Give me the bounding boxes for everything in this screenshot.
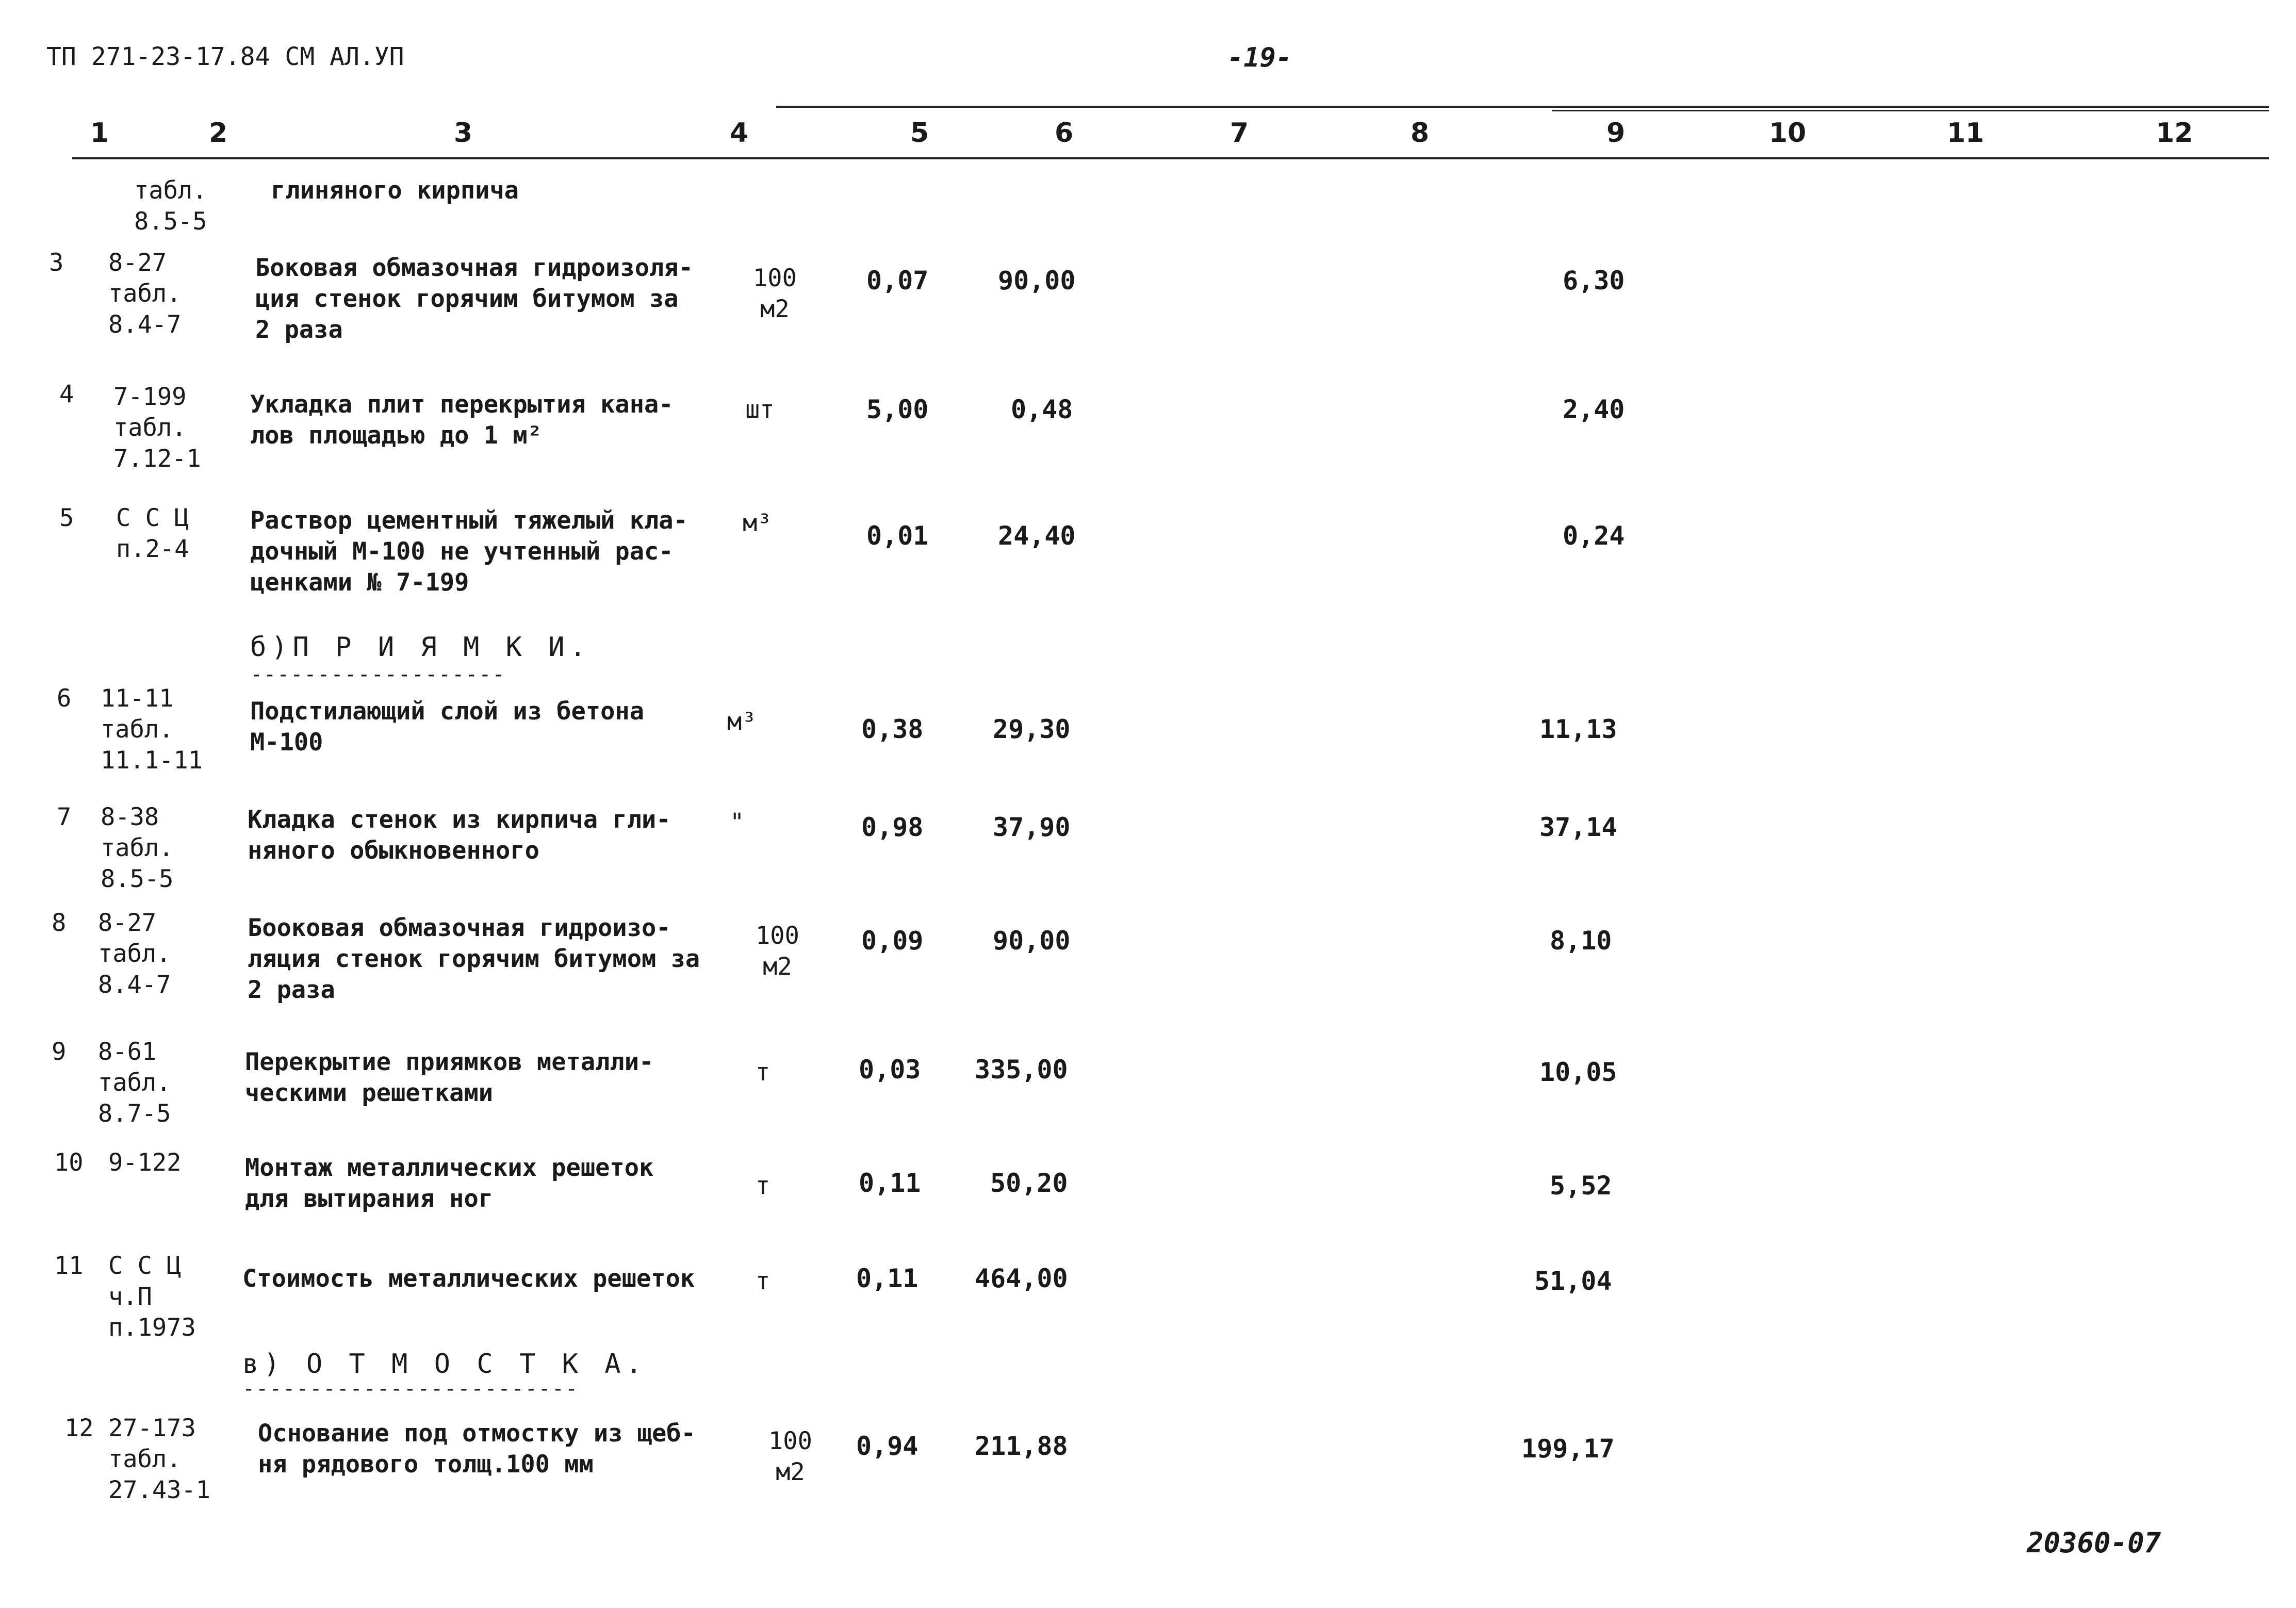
row-quantity: 0,01 [866, 521, 929, 551]
row-quantity: 0,11 [856, 1264, 919, 1293]
section-v-underline: ------------------------- [242, 1377, 579, 1401]
row-unit: 100 м2 [756, 922, 799, 981]
col-number-8: 8 [1411, 118, 1430, 149]
continuation-code: табл. 8.5-5 [134, 176, 207, 236]
row-price: 0,48 [1011, 395, 1073, 424]
row-quantity: 0,94 [856, 1431, 919, 1461]
col-number-1: 1 [90, 118, 109, 149]
row-code: С С Ц п.2-4 [116, 504, 189, 563]
row-unit: 100 м2 [768, 1427, 812, 1486]
row-unit: т [756, 1058, 770, 1087]
row-total: 5,52 [1550, 1171, 1612, 1201]
row-total: 8,10 [1550, 926, 1612, 956]
top-rule-right-second [1552, 110, 2269, 111]
section-v-title: в) О Т М О С Т К А. [242, 1349, 647, 1380]
row-price: 464,00 [975, 1264, 1068, 1293]
col-number-11: 11 [1947, 118, 1985, 149]
continuation-description: глиняного кирпича [271, 176, 519, 205]
section-b-title: б)П Р И Я М К И. [250, 632, 591, 663]
row-code: 8-27 табл. 8.4-7 [98, 909, 171, 999]
page-number: -19- [1227, 42, 1292, 73]
row-unit: м³ [743, 509, 772, 537]
row-number: 10 [54, 1148, 84, 1177]
row-unit: " [730, 808, 745, 836]
row-number: 5 [59, 504, 74, 532]
row-description: Раствор цементный тяжелый кла- дочный М-100 не учтенный рас- ценками № 7-199 [250, 506, 688, 597]
row-description: Стоимость металлических решеток [242, 1265, 695, 1293]
row-number: 11 [54, 1252, 84, 1280]
row-price: 90,00 [993, 926, 1071, 956]
row-quantity: 5,00 [866, 395, 929, 424]
row-unit: 100 м2 [753, 264, 797, 323]
col-number-5: 5 [910, 118, 929, 149]
row-total: 37,14 [1539, 812, 1617, 842]
col-number-2: 2 [209, 118, 228, 149]
col-number-6: 6 [1055, 118, 1074, 149]
row-code: 8-27 табл. 8.4-7 [108, 249, 182, 339]
row-price: 29,30 [993, 714, 1071, 744]
row-price: 37,90 [993, 812, 1071, 842]
row-quantity: 0,07 [866, 266, 929, 296]
top-rule-right [776, 106, 2269, 108]
row-description: Бооковая обмазочная гидроизо- ляция стенок горячим битумом за 2 раза [248, 914, 700, 1004]
row-quantity: 0,11 [859, 1168, 921, 1198]
row-total: 6,30 [1563, 266, 1625, 296]
row-unit: шт [745, 396, 775, 424]
row-number: 12 [64, 1414, 94, 1442]
col-number-10: 10 [1769, 118, 1807, 149]
row-description: Основание под отмостку из щеб- ня рядового толщ.100 мм [258, 1419, 696, 1479]
row-description: Перекрытие приямков металли- ческими решетками [245, 1048, 654, 1107]
row-description: Подстилающий слой из бетона М-100 [250, 697, 645, 757]
row-total: 51,04 [1534, 1266, 1612, 1296]
col-number-9: 9 [1606, 118, 1626, 149]
row-code: 8-38 табл. 8.5-5 [101, 803, 174, 893]
document-code: ТП 271-23-17.84 СМ АЛ.УП [46, 42, 404, 71]
row-total: 0,24 [1563, 521, 1625, 551]
row-number: 9 [52, 1038, 67, 1066]
row-description: Кладка стенок из кирпича гли- няного обыкновенного [248, 806, 671, 865]
row-number: 6 [57, 684, 72, 713]
row-code: 11-11 табл. 11.1-11 [101, 684, 203, 775]
row-description: Монтаж металлических решеток для вытирания ног [245, 1154, 654, 1213]
row-unit: м³ [727, 708, 757, 736]
row-code: 8-61 табл. 8.7-5 [98, 1038, 171, 1128]
row-quantity: 0,03 [859, 1055, 921, 1085]
row-description: Укладка плит перекрытия кана- лов площадью до 1 м² [250, 390, 674, 450]
row-quantity: 0,98 [861, 812, 924, 842]
row-total: 10,05 [1539, 1057, 1617, 1087]
row-price: 24,40 [998, 521, 1076, 551]
row-total: 2,40 [1563, 395, 1625, 424]
row-price: 335,00 [975, 1055, 1068, 1085]
row-description: Боковая обмазочная гидроизоля- ция стенок горячим битумом за 2 раза [255, 254, 693, 344]
col-number-7: 7 [1230, 118, 1249, 149]
archive-stamp: 20360-07 [2027, 1527, 2161, 1559]
row-price: 50,20 [990, 1168, 1068, 1198]
col-number-3: 3 [454, 118, 473, 149]
row-unit: т [756, 1267, 770, 1295]
row-code: 27-173 табл. 27.43-1 [108, 1414, 211, 1504]
row-number: 3 [49, 249, 64, 277]
row-quantity: 0,09 [861, 926, 924, 956]
row-unit: т [756, 1172, 770, 1200]
row-number: 8 [52, 909, 67, 937]
row-price: 211,88 [975, 1431, 1068, 1461]
col-number-4: 4 [730, 118, 749, 149]
row-number: 4 [59, 380, 74, 408]
section-b-underline: ------------------- [250, 663, 506, 686]
row-total: 199,17 [1521, 1434, 1615, 1464]
row-quantity: 0,38 [861, 714, 924, 744]
row-code: 7-199 табл. 7.12-1 [113, 383, 201, 473]
column-header-rule [72, 157, 2269, 159]
row-code: С С Ц ч.П п.1973 [108, 1252, 196, 1342]
row-code: 9-122 [108, 1148, 182, 1177]
row-number: 7 [57, 803, 72, 831]
row-price: 90,00 [998, 266, 1076, 296]
col-number-12: 12 [2156, 118, 2193, 149]
row-total: 11,13 [1539, 714, 1617, 744]
